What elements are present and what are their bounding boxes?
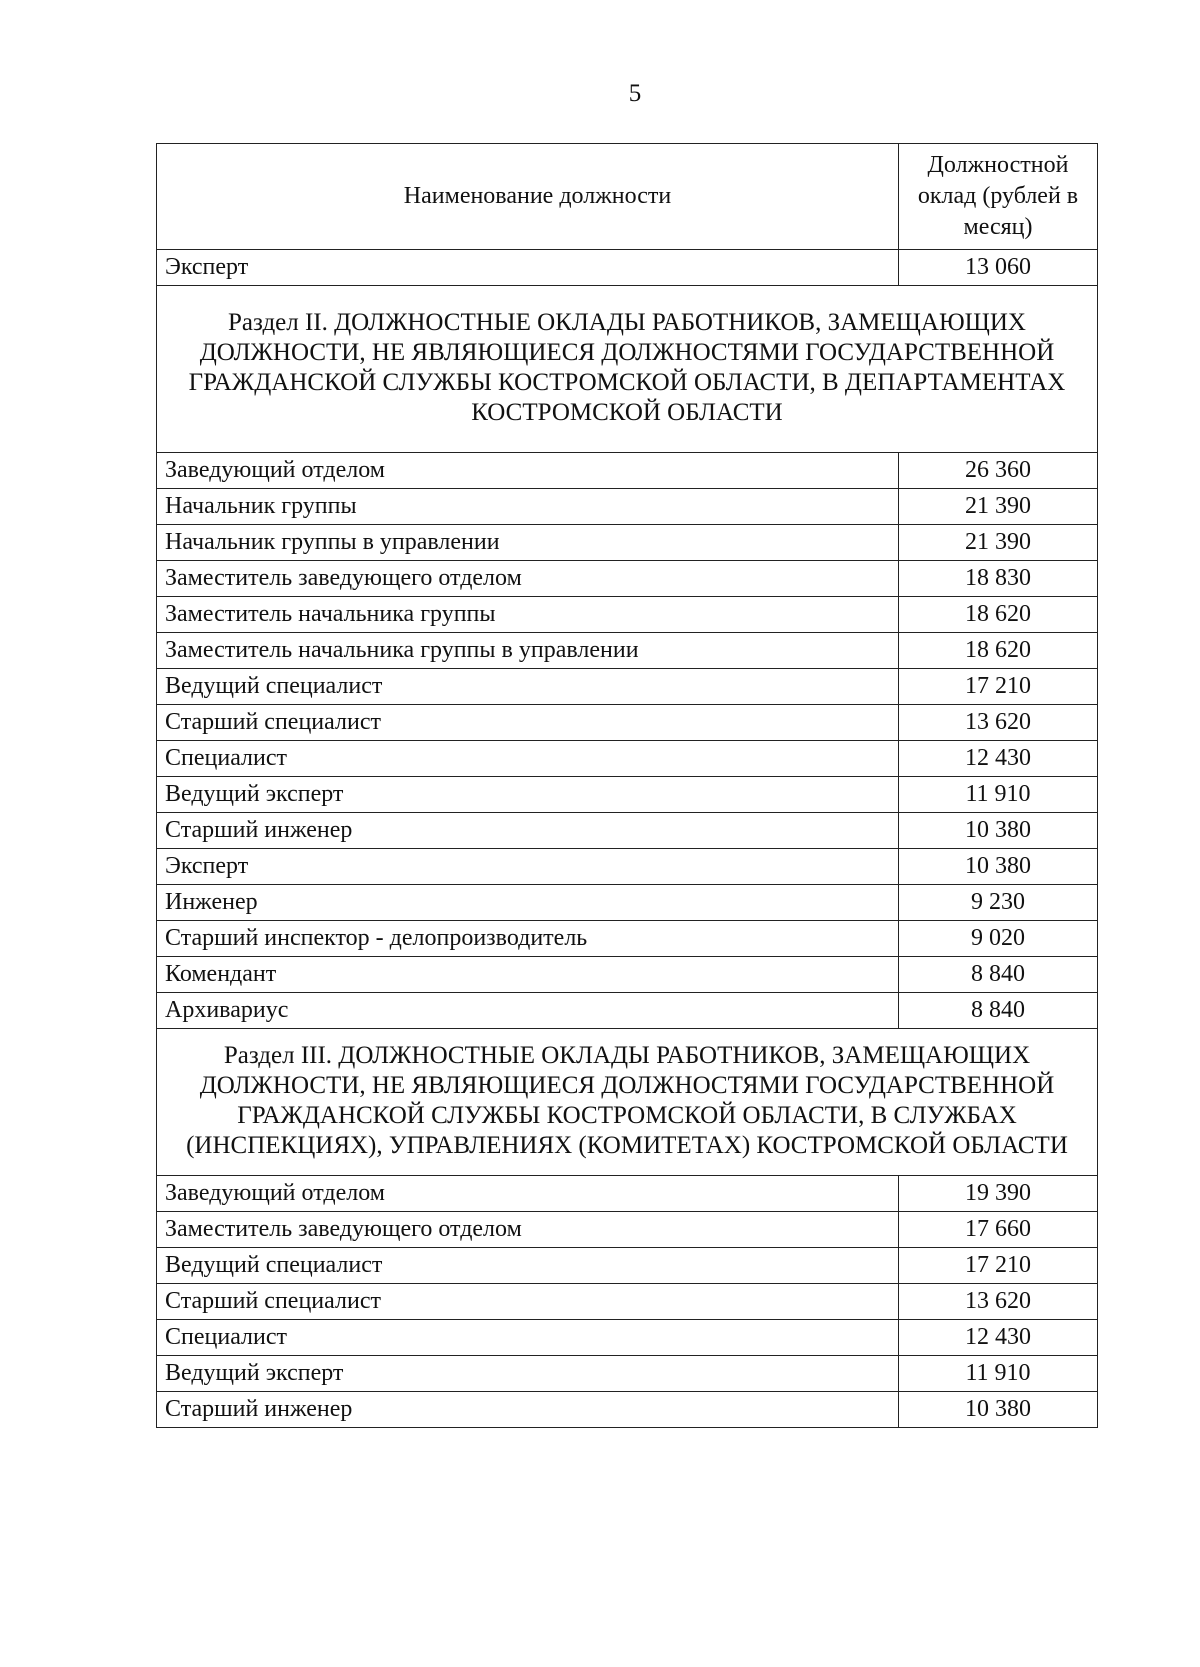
position-name: Эксперт bbox=[157, 250, 899, 286]
table-row bbox=[157, 1392, 1098, 1428]
page-number: 5 bbox=[628, 80, 642, 107]
table-row bbox=[157, 777, 1098, 813]
position-name: Заместитель начальника группы в управлении bbox=[157, 633, 899, 669]
table-row bbox=[157, 993, 1098, 1029]
table-row bbox=[157, 453, 1098, 489]
table-row bbox=[157, 1212, 1098, 1248]
table-row bbox=[157, 813, 1098, 849]
salary-value: 19 390 bbox=[899, 1176, 1098, 1212]
section-title: Раздел II. ДОЛЖНОСТНЫЕ ОКЛАДЫ РАБОТНИКОВ, ЗАМЕЩАЮЩИХ ДОЛЖНОСТИ, НЕ ЯВЛЯЮЩИЕСЯ ДОЛЖНОСТЯМИ ГОСУДАРСТВЕННОЙ ГРАЖДАНСКОЙ СЛУЖБЫ КОСТРОМСКОЙ ОБЛАСТИ, В ДЕПАРТАМЕНТАХ КОСТРОМСКОЙ ОБЛАСТИ bbox=[157, 286, 1098, 453]
table-header-row bbox=[157, 144, 1098, 250]
position-name: Инженер bbox=[157, 885, 899, 921]
salary-value: 17 210 bbox=[899, 669, 1098, 705]
salary-value: 12 430 bbox=[899, 1320, 1098, 1356]
position-name: Ведущий эксперт bbox=[157, 777, 899, 813]
salary-value: 8 840 bbox=[899, 993, 1098, 1029]
table-row bbox=[157, 957, 1098, 993]
position-name: Старший специалист bbox=[157, 705, 899, 741]
table-row bbox=[157, 921, 1098, 957]
position-name: Заместитель начальника группы bbox=[157, 597, 899, 633]
position-name: Ведущий эксперт bbox=[157, 1356, 899, 1392]
position-name: Ведущий специалист bbox=[157, 1248, 899, 1284]
salary-value: 10 380 bbox=[899, 813, 1098, 849]
salary-value: 21 390 bbox=[899, 489, 1098, 525]
salary-value: 8 840 bbox=[899, 957, 1098, 993]
salary-value: 10 380 bbox=[899, 1392, 1098, 1428]
salary-value: 9 230 bbox=[899, 885, 1098, 921]
table-row bbox=[157, 1176, 1098, 1212]
table-row bbox=[157, 525, 1098, 561]
salary-value: 26 360 bbox=[899, 453, 1098, 489]
section-heading-row bbox=[157, 286, 1098, 453]
salary-value: 11 910 bbox=[899, 1356, 1098, 1392]
salary-value: 12 430 bbox=[899, 741, 1098, 777]
table-row bbox=[157, 489, 1098, 525]
position-name: Ведущий специалист bbox=[157, 669, 899, 705]
salary-value: 18 620 bbox=[899, 633, 1098, 669]
position-name: Заместитель заведующего отделом bbox=[157, 1212, 899, 1248]
salary-value: 13 620 bbox=[899, 705, 1098, 741]
table-row bbox=[157, 597, 1098, 633]
table-row bbox=[157, 1284, 1098, 1320]
section-title: Раздел III. ДОЛЖНОСТНЫЕ ОКЛАДЫ РАБОТНИКОВ, ЗАМЕЩАЮЩИХ ДОЛЖНОСТИ, НЕ ЯВЛЯЮЩИЕСЯ ДОЛЖНОСТЯМИ ГОСУДАРСТВЕННОЙ ГРАЖДАНСКОЙ СЛУЖБЫ КОСТРОМСКОЙ ОБЛАСТИ, В СЛУЖБАХ (ИНСПЕКЦИЯХ), УПРАВЛЕНИЯХ (КОМИТЕТАХ) КОСТРОМСКОЙ ОБЛАСТИ bbox=[157, 1029, 1098, 1176]
position-name: Старший специалист bbox=[157, 1284, 899, 1320]
table-row bbox=[157, 633, 1098, 669]
position-name: Специалист bbox=[157, 741, 899, 777]
position-name: Специалист bbox=[157, 1320, 899, 1356]
section-heading-row bbox=[157, 1029, 1098, 1176]
position-name: Старший инспектор - делопроизводитель bbox=[157, 921, 899, 957]
salary-value: 11 910 bbox=[899, 777, 1098, 813]
salary-value: 18 830 bbox=[899, 561, 1098, 597]
table-row bbox=[157, 1356, 1098, 1392]
position-name: Старший инженер bbox=[157, 1392, 899, 1428]
table-row bbox=[157, 250, 1098, 286]
position-name: Старший инженер bbox=[157, 813, 899, 849]
salary-value: 18 620 bbox=[899, 597, 1098, 633]
salary-value: 21 390 bbox=[899, 525, 1098, 561]
table-row bbox=[157, 561, 1098, 597]
salary-value: 10 380 bbox=[899, 849, 1098, 885]
position-name: Комендант bbox=[157, 957, 899, 993]
position-name: Заместитель заведующего отделом bbox=[157, 561, 899, 597]
position-name: Начальник группы в управлении bbox=[157, 525, 899, 561]
header-salary: Должностной оклад (рублей в месяц) bbox=[899, 144, 1098, 250]
salary-value: 17 210 bbox=[899, 1248, 1098, 1284]
table-row bbox=[157, 741, 1098, 777]
position-name: Заведующий отделом bbox=[157, 1176, 899, 1212]
salary-value: 9 020 bbox=[899, 921, 1098, 957]
position-name: Эксперт bbox=[157, 849, 899, 885]
salary-value: 13 060 bbox=[899, 250, 1098, 286]
table-row bbox=[157, 705, 1098, 741]
header-position-name: Наименование должности bbox=[157, 144, 899, 250]
salary-table-body bbox=[157, 144, 1098, 1428]
salary-value: 17 660 bbox=[899, 1212, 1098, 1248]
table-row bbox=[157, 1320, 1098, 1356]
table-row bbox=[157, 1248, 1098, 1284]
table-row bbox=[157, 885, 1098, 921]
table-row bbox=[157, 849, 1098, 885]
salary-value: 13 620 bbox=[899, 1284, 1098, 1320]
position-name: Заведующий отделом bbox=[157, 453, 899, 489]
salary-table bbox=[156, 143, 1098, 1428]
table-row bbox=[157, 669, 1098, 705]
position-name: Начальник группы bbox=[157, 489, 899, 525]
position-name: Архивариус bbox=[157, 993, 899, 1029]
